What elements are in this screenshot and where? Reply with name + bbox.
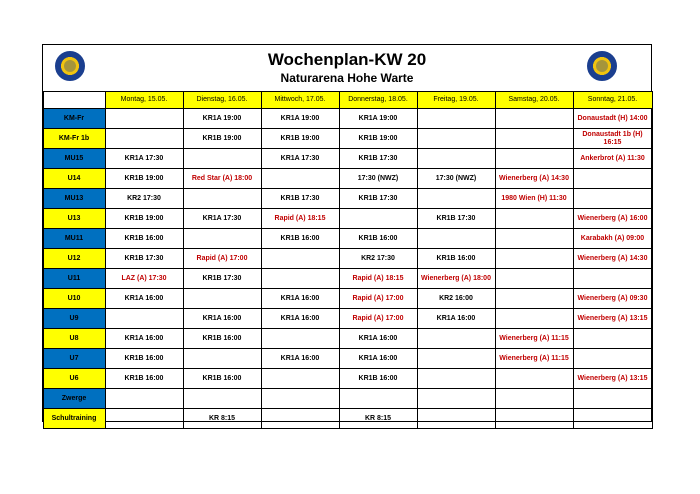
team-label: U12 (43, 249, 105, 269)
page-title: Wochenplan-KW 20 (267, 50, 427, 69)
match-cell: Wienerberg (A) 18:00 (417, 269, 495, 289)
training-cell (183, 149, 261, 169)
training-cell (495, 229, 573, 249)
training-cell (261, 329, 339, 349)
training-cell (495, 129, 573, 149)
training-cell (417, 129, 495, 149)
training-cell (339, 209, 417, 229)
match-cell: Wienerberg (A) 11:15 (495, 349, 573, 369)
team-label: U13 (43, 209, 105, 229)
training-cell (417, 109, 495, 129)
training-cell: KR1A 19:00 (183, 109, 261, 129)
team-row (43, 149, 652, 169)
team-label: MU13 (43, 189, 105, 209)
training-cell: KR1B 17:30 (183, 269, 261, 289)
training-cell (495, 269, 573, 289)
training-cell (105, 109, 183, 129)
training-cell: KR1B 16:00 (339, 369, 417, 389)
training-cell (105, 129, 183, 149)
match-cell: Rapid (A) 18:15 (261, 209, 339, 229)
team-row (43, 389, 652, 409)
team-row (43, 349, 652, 369)
training-cell (105, 309, 183, 329)
training-cell: KR1A 16:00 (261, 289, 339, 309)
training-cell: KR1A 17:30 (183, 209, 261, 229)
day-header: Montag, 15.05. (105, 92, 183, 109)
training-cell (261, 389, 339, 409)
team-label: KM-Fr (43, 109, 105, 129)
team-row (43, 269, 652, 289)
training-cell (495, 209, 573, 229)
team-label: U9 (43, 309, 105, 329)
day-header-row (43, 92, 652, 109)
team-row (43, 249, 652, 269)
training-cell: KR1B 19:00 (105, 169, 183, 189)
team-row (43, 169, 652, 189)
match-cell: Wienerberg (A) 16:00 (573, 209, 652, 229)
training-cell: KR1B 19:00 (261, 129, 339, 149)
training-cell (417, 149, 495, 169)
training-cell (105, 409, 183, 429)
team-row (43, 209, 652, 229)
team-row (43, 229, 652, 249)
team-label: Schultraining (43, 409, 105, 429)
training-cell: 17:30 (NWZ) (339, 169, 417, 189)
team-row (43, 129, 652, 149)
day-header: Dienstag, 16.05. (183, 92, 261, 109)
team-label: KM-Fr 1b (43, 129, 105, 149)
team-label: U6 (43, 369, 105, 389)
training-cell (417, 409, 495, 429)
training-cell: KR1B 17:30 (261, 189, 339, 209)
training-cell (183, 389, 261, 409)
match-cell: Wienerberg (A) 14:30 (573, 249, 652, 269)
team-label: U8 (43, 329, 105, 349)
training-cell: KR1A 16:00 (183, 309, 261, 329)
match-cell: LAZ (A) 17:30 (105, 269, 183, 289)
team-row (43, 409, 652, 429)
training-cell (261, 269, 339, 289)
day-header: Donnerstag, 18.05. (339, 92, 417, 109)
team-label: MU15 (43, 149, 105, 169)
training-cell: KR1B 16:00 (105, 349, 183, 369)
team-label: MU11 (43, 229, 105, 249)
training-cell (495, 309, 573, 329)
team-row (43, 329, 652, 349)
training-cell: KR1A 19:00 (261, 109, 339, 129)
training-cell (495, 109, 573, 129)
match-cell: Wienerberg (A) 13:15 (573, 369, 652, 389)
training-cell (495, 409, 573, 429)
training-cell: KR1B 19:00 (105, 209, 183, 229)
schedule-sheet (42, 44, 652, 422)
team-row (43, 289, 652, 309)
training-cell (417, 329, 495, 349)
training-cell (573, 189, 652, 209)
training-cell: KR1B 16:00 (105, 229, 183, 249)
training-cell: KR1A 16:00 (339, 349, 417, 369)
training-cell: KR1B 17:30 (417, 209, 495, 229)
training-cell (183, 289, 261, 309)
training-cell: KR1B 16:00 (261, 229, 339, 249)
training-cell: KR 8:15 (183, 409, 261, 429)
team-label: U11 (43, 269, 105, 289)
page-subtitle: Naturarena Hohe Warte (280, 71, 414, 85)
training-cell (573, 389, 652, 409)
training-cell: KR1A 16:00 (417, 309, 495, 329)
team-label: U10 (43, 289, 105, 309)
training-cell (573, 349, 652, 369)
match-cell: Rapid (A) 18:15 (339, 269, 417, 289)
training-cell: KR1B 17:30 (339, 189, 417, 209)
match-cell: Wienerberg (A) 09:30 (573, 289, 652, 309)
match-cell: Karabakh (A) 09:00 (573, 229, 652, 249)
training-cell: KR 8:15 (339, 409, 417, 429)
team-row (43, 189, 652, 209)
training-cell (495, 149, 573, 169)
training-cell (495, 249, 573, 269)
training-cell (417, 349, 495, 369)
match-cell: Ankerbrot (A) 11:30 (573, 149, 652, 169)
training-cell (339, 389, 417, 409)
training-cell (105, 389, 183, 409)
training-cell: KR2 16:00 (417, 289, 495, 309)
training-cell: KR1B 16:00 (105, 369, 183, 389)
training-cell (573, 269, 652, 289)
training-cell: KR1B 19:00 (183, 129, 261, 149)
training-cell: KR1A 16:00 (105, 329, 183, 349)
team-row (43, 369, 652, 389)
training-cell: KR2 17:30 (339, 249, 417, 269)
training-cell: KR1B 16:00 (183, 329, 261, 349)
training-cell: KR1A 16:00 (105, 289, 183, 309)
team-label: U7 (43, 349, 105, 369)
training-cell: KR1B 19:00 (339, 129, 417, 149)
training-cell (573, 409, 652, 429)
training-cell: KR1A 16:00 (261, 349, 339, 369)
training-cell (183, 349, 261, 369)
training-cell: KR1A 19:00 (339, 109, 417, 129)
training-cell (573, 169, 652, 189)
training-cell (573, 329, 652, 349)
training-cell (261, 369, 339, 389)
training-cell (495, 289, 573, 309)
match-cell: Rapid (A) 17:00 (339, 309, 417, 329)
match-cell: Rapid (A) 17:00 (339, 289, 417, 309)
schedule-table (43, 91, 653, 429)
training-cell (261, 169, 339, 189)
match-cell: Donaustadt 1b (H) 16:15 (573, 129, 652, 149)
training-cell: KR1A 17:30 (261, 149, 339, 169)
training-cell (417, 369, 495, 389)
training-cell (183, 189, 261, 209)
corner-cell (43, 92, 105, 109)
training-cell (417, 389, 495, 409)
day-header: Samstag, 20.05. (495, 92, 573, 109)
match-cell: Donaustadt (H) 14:00 (573, 109, 652, 129)
training-cell: 17:30 (NWZ) (417, 169, 495, 189)
training-cell (495, 389, 573, 409)
schedule-body (43, 109, 652, 429)
match-cell: Red Star (A) 18:00 (183, 169, 261, 189)
day-header: Sonntag, 21.05. (573, 92, 652, 109)
training-cell (261, 409, 339, 429)
training-cell: KR1A 17:30 (105, 149, 183, 169)
training-cell (417, 229, 495, 249)
training-cell (261, 249, 339, 269)
training-cell: KR1B 16:00 (339, 229, 417, 249)
team-label: Zwerge (43, 389, 105, 409)
match-cell: 1980 Wien (H) 11:30 (495, 189, 573, 209)
day-header: Freitag, 19.05. (417, 92, 495, 109)
training-cell: KR1B 17:30 (339, 149, 417, 169)
training-cell: KR1A 16:00 (261, 309, 339, 329)
training-cell (417, 189, 495, 209)
training-cell (183, 229, 261, 249)
training-cell: KR1B 16:00 (183, 369, 261, 389)
team-row (43, 109, 652, 129)
match-cell: Wienerberg (A) 13:15 (573, 309, 652, 329)
training-cell: KR2 17:30 (105, 189, 183, 209)
team-row (43, 309, 652, 329)
training-cell: KR1B 16:00 (417, 249, 495, 269)
day-header: Mittwoch, 17.05. (261, 92, 339, 109)
match-cell: Rapid (A) 17:00 (183, 249, 261, 269)
training-cell (495, 369, 573, 389)
training-cell: KR1B 17:30 (105, 249, 183, 269)
match-cell: Wienerberg (A) 14:30 (495, 169, 573, 189)
match-cell: Wienerberg (A) 11:15 (495, 329, 573, 349)
training-cell: KR1A 16:00 (339, 329, 417, 349)
team-label: U14 (43, 169, 105, 189)
